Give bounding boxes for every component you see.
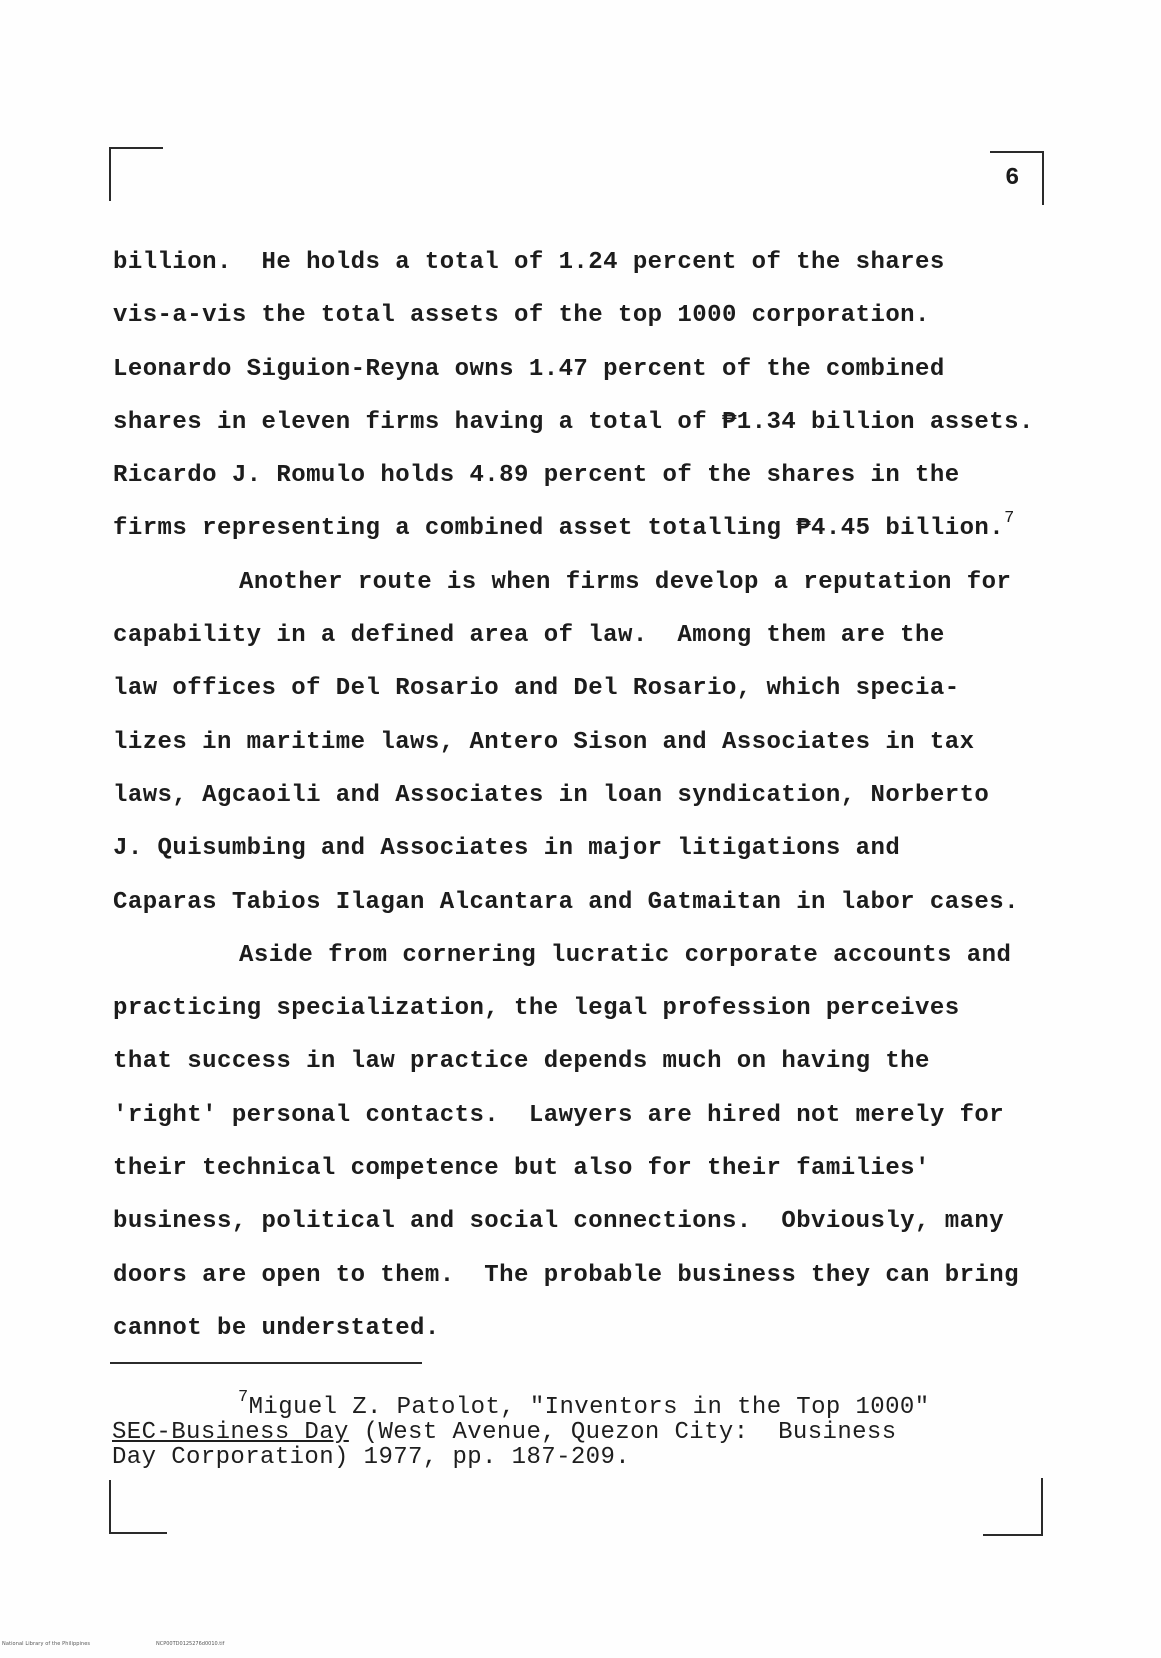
footnote-line-2 — [112, 1420, 1012, 1445]
footnote — [112, 1388, 1012, 1471]
body-line: cannot be understated. — [113, 1314, 440, 1342]
body-line: 'right' personal contacts. Lawyers are hired not merely for — [113, 1101, 1005, 1129]
body-line: Leonardo Siguion-Reyna owns 1.47 percent of the combined — [113, 355, 945, 383]
corner-bracket-bottom-right — [983, 1478, 1043, 1536]
body-line: that success in law practice depends much on having the — [113, 1048, 930, 1076]
paragraph-start: Aside from cornering lucratic corporate accounts and — [239, 941, 1012, 969]
body-line: vis-a-vis the total assets of the top 1000 corporation. — [113, 302, 930, 330]
body-line: practicing specialization, the legal profession perceives — [113, 995, 960, 1023]
footnote-separator — [110, 1362, 422, 1364]
body-line: Caparas Tabios Ilagan Alcantara and Gatmaitan in labor cases. — [113, 888, 1019, 916]
footnote-publication-place: (West Avenue, Quezon City: Business — [348, 1419, 897, 1446]
footnote-marker: 7 — [238, 1388, 249, 1407]
body-line: laws, Agcaoili and Associates in loan syndication, Norberto — [113, 781, 990, 809]
body-line-with-footnote — [113, 502, 1073, 555]
body-line: their technical competence but also for their families' — [113, 1155, 930, 1183]
body-line: business, political and social connections. Obviously, many — [113, 1208, 1005, 1236]
body-line: law offices of Del Rosario and Del Rosario, which specia- — [113, 675, 960, 703]
corner-bracket-top-left — [109, 147, 163, 201]
paragraph-start: Another route is when firms develop a reputation for — [239, 568, 1012, 596]
corner-bracket-bottom-left — [109, 1480, 167, 1534]
body-line: billion. He holds a total of 1.24 percent of the shares — [113, 249, 945, 276]
body-line: doors are open to them. The probable business they can bring — [113, 1261, 1019, 1289]
footnote-line-3: Day Corporation) 1977, pp. 187-209. — [112, 1444, 631, 1471]
body-line: capability in a defined area of law. Among them are the — [113, 622, 945, 650]
archive-code: NCP00TD0125276d0010.tif — [156, 1641, 225, 1647]
body-line-text: firms representing a combined asset totalling ₱4.45 billion. — [113, 515, 1005, 543]
page-number: 6 — [1005, 165, 1020, 192]
body-text — [113, 236, 1073, 1355]
footnote-line-1 — [112, 1388, 1012, 1421]
body-line: shares in eleven firms having a total of ₱1.34 billion assets. — [113, 408, 1034, 436]
footnote-publication-title: SEC-Business Day — [112, 1419, 349, 1446]
body-line: lizes in maritime laws, Antero Sison and Associates in tax — [113, 728, 975, 756]
body-line: Ricardo J. Romulo holds 4.89 percent of the shares in the — [113, 462, 960, 490]
body-line: J. Quisumbing and Associates in major litigations and — [113, 835, 901, 863]
footnote-author-title: Miguel Z. Patolot, "Inventors in the Top 1000" — [248, 1394, 930, 1421]
archive-label: National Library of the Philippines — [2, 1641, 91, 1647]
footnote-reference: 7 — [1004, 509, 1015, 529]
